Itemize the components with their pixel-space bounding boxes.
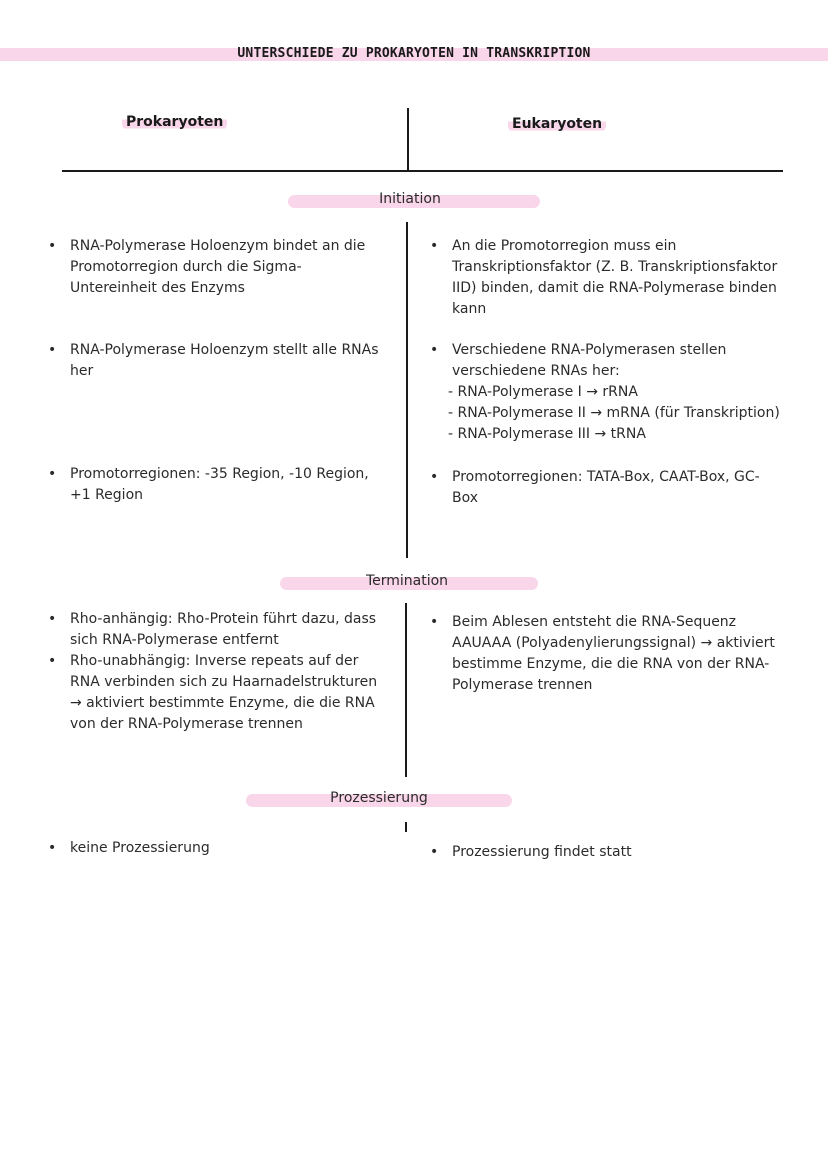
processing-divider	[405, 822, 407, 832]
polymerase-sublist-item: - RNA-Polymerase II → mRNA (für Transkription)	[448, 405, 780, 421]
initiation-left-item: • RNA-Polymerase Holoenzym stellt alle RNAs her	[48, 342, 379, 379]
bullet-icon: •	[430, 238, 439, 254]
polymerase-sublist-item: - RNA-Polymerase III → tRNA	[448, 426, 646, 442]
header-divider-horizontal	[62, 170, 783, 172]
initiation-left-item: • RNA-Polymerase Holoenzym bindet an die Promotorregion durch die Sigma- Untereinheit des Enzyms	[48, 238, 366, 296]
bullet-icon: •	[430, 342, 439, 358]
termination-right-item: • Beim Ablesen entsteht die RNA-Sequenz AAUAAA (Polyadenylierungssignal) → aktiviert bestimme Enzyme, die die RNA von der RNA- Polymerase trennen	[430, 614, 775, 693]
bullet-icon: •	[48, 611, 57, 627]
section-title-initiation: Initiation	[379, 191, 441, 207]
bullet-icon: •	[48, 653, 57, 669]
bullet-icon: •	[430, 614, 439, 630]
bullet-icon: •	[48, 342, 57, 358]
processing-left-item: • keine Prozessierung	[48, 838, 388, 859]
bullet-icon: •	[48, 840, 57, 856]
initiation-left-item: • Promotorregionen: -35 Region, -10 Region, +1 Region	[48, 466, 369, 503]
termination-left-item: • Rho-anhängig: Rho-Protein führt dazu, dass sich RNA-Polymerase entfernt • Rho-unabhängig: Inverse repeats auf der RNA verbinden sich zu Haarnadelstrukturen → aktiviert bestimmte Enzyme, die die RNA von der RNA-Polymerase trennen	[48, 611, 378, 732]
page-title: UNTERSCHIEDE ZU PROKARYOTEN IN TRANSKRIPTION	[237, 46, 591, 61]
polymerase-sublist-item: - RNA-Polymerase I → rRNA	[448, 384, 638, 400]
header-divider-vertical	[407, 108, 409, 172]
initiation-divider	[406, 222, 408, 558]
termination-divider	[405, 603, 407, 777]
section-title-processing: Prozessierung	[330, 790, 428, 806]
bullet-icon: •	[48, 238, 57, 254]
initiation-right-item: • Promotorregionen: TATA-Box, CAAT-Box, GC- Box	[430, 469, 760, 506]
column-header-eukaryoten: Eukaryoten	[508, 116, 606, 132]
section-title-termination: Termination	[365, 573, 449, 589]
processing-right-item: • Prozessierung findet statt	[430, 842, 810, 863]
bullet-icon: •	[48, 466, 57, 482]
initiation-right-item: • An die Promotorregion muss ein Transkriptionsfaktor (Z. B. Transkriptionsfaktor IID) binden, damit die RNA-Polymerase binden kann	[430, 238, 778, 317]
bullet-icon: •	[430, 844, 439, 860]
initiation-right-item: • Verschiedene RNA-Polymerasen stellen verschiedene RNAs her: - RNA-Polymerase I → rRNA - RNA-Polymerase II → mRNA (für Transkription) - RNA-Polymerase III → tRNA	[430, 340, 820, 445]
bullet-icon: •	[430, 469, 439, 485]
column-header-prokaryoten: Prokaryoten	[122, 114, 227, 130]
